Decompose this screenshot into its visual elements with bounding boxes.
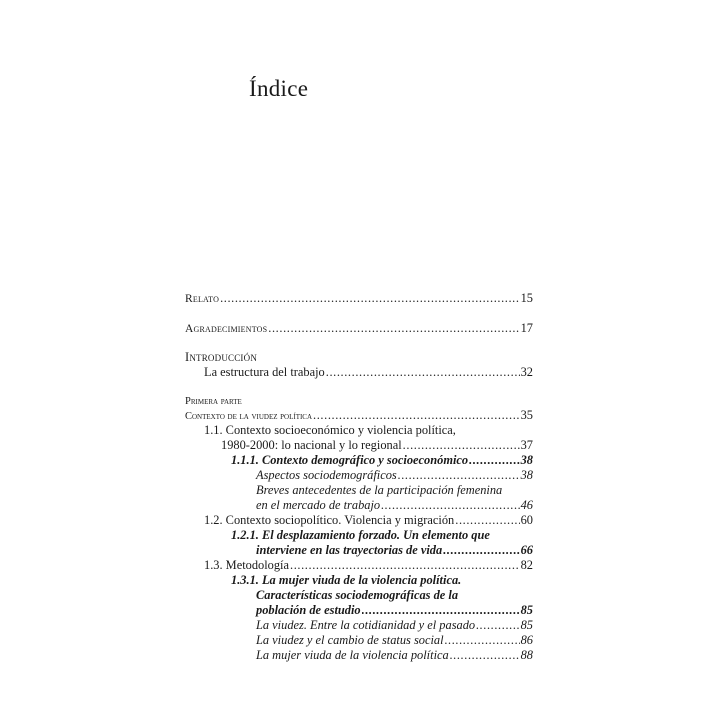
leader-dots (469, 453, 519, 468)
toc-entry-label: Contexto de la viudez política (185, 411, 313, 422)
toc-entry-page: 38 (520, 453, 533, 467)
toc-entry-contexto-viudez[interactable] (185, 408, 533, 423)
toc-entry-label: La viudez y el cambio de status social (256, 633, 444, 647)
toc-entry-1-3[interactable] (204, 558, 533, 573)
leader-dots (403, 438, 520, 453)
toc-entry-label: población de estudio (256, 603, 361, 617)
toc-entry-mujer-viuda[interactable] (256, 648, 533, 663)
toc-entry-page: 88 (520, 648, 533, 662)
leader-dots (268, 321, 519, 336)
toc-entry-1-1[interactable] (221, 438, 533, 453)
toc-entry-page: 38 (520, 468, 533, 482)
toc-entry-1-2[interactable] (204, 513, 533, 528)
toc-entry-page: 37 (520, 438, 533, 452)
toc-entry-label: 1.2. Contexto sociopolítico. Violencia y migración (204, 513, 455, 527)
toc-entry-page: 66 (520, 543, 533, 557)
toc-entry-label: 1.1.1. Contexto demográfico y socioeconómico (231, 453, 469, 467)
toc-entry-agradecimientos[interactable] (185, 321, 533, 336)
toc-entry-1-1-1[interactable] (231, 453, 533, 468)
toc-entry-breves-line1: Breves antecedentes de la participación femenina (256, 483, 503, 497)
toc-entry-page: 85 (520, 603, 533, 617)
toc-entry-page: 46 (520, 498, 533, 512)
leader-dots (445, 633, 520, 648)
toc-entry-1-3-1[interactable] (256, 603, 533, 618)
toc-entry-page: 85 (520, 618, 533, 632)
toc-entry-1-3-1-line1: 1.3.1. La mujer viuda de la violencia política. (231, 573, 462, 587)
toc-entry-viudez-cotidianidad[interactable] (256, 618, 533, 633)
toc-entry-label: Agradecimientos (185, 323, 268, 335)
leader-dots (455, 513, 519, 528)
toc-entry-estructura[interactable] (204, 365, 533, 380)
toc-entry-page: 60 (520, 513, 533, 527)
page-title: Índice (249, 76, 309, 101)
leader-dots (443, 543, 519, 558)
toc-part-label: Primera parte (185, 396, 242, 407)
leader-dots (450, 648, 520, 663)
toc-entry-label: Aspectos sociodemográficos (256, 468, 397, 482)
toc-entry-breves[interactable] (256, 498, 533, 513)
toc-entry-label: La mujer viuda de la violencia política (256, 648, 449, 662)
toc-entry-viudez-status[interactable] (256, 633, 533, 648)
leader-dots (313, 408, 520, 423)
toc-entry-page: 15 (520, 291, 533, 305)
toc-entry-label: interviene en las trayectorias de vida (256, 543, 443, 557)
toc-entry-page: 35 (520, 408, 533, 422)
toc-entry-label: 1980-2000: lo nacional y lo regional (221, 438, 402, 452)
leader-dots (220, 291, 520, 306)
toc-entry-label: La estructura del trabajo (204, 365, 325, 379)
toc-entry-1-1-line1: 1.1. Contexto socioeconómico y violencia política, (204, 423, 456, 437)
toc-entry-aspectos[interactable] (256, 468, 533, 483)
toc-entry-page: 32 (520, 365, 533, 379)
leader-dots (381, 498, 520, 513)
leader-dots (326, 365, 520, 380)
toc-entry-page: 86 (520, 633, 533, 647)
toc-heading-introduccion: Introducción (185, 350, 258, 364)
leader-dots (476, 618, 520, 633)
toc-entry-label: 1.3. Metodología (204, 558, 290, 572)
toc-entry-1-3-1-line2: Características sociodemográficas de la (256, 588, 459, 602)
toc-entry-label: en el mercado de trabajo (256, 498, 381, 512)
leader-dots (398, 468, 520, 483)
toc-entry-1-2-1[interactable] (256, 543, 533, 558)
toc-entry-label: La viudez. Entre la cotidianidad y el pasado (256, 618, 476, 632)
leader-dots (362, 603, 520, 618)
toc-entry-relato[interactable] (185, 291, 533, 306)
toc-entry-page: 17 (520, 321, 533, 335)
toc-entry-label: Relato (185, 293, 220, 305)
toc-entry-1-2-1-line1: 1.2.1. El desplazamiento forzado. Un elemento que (231, 528, 490, 542)
leader-dots (290, 558, 520, 573)
toc-entry-page: 82 (520, 558, 533, 572)
